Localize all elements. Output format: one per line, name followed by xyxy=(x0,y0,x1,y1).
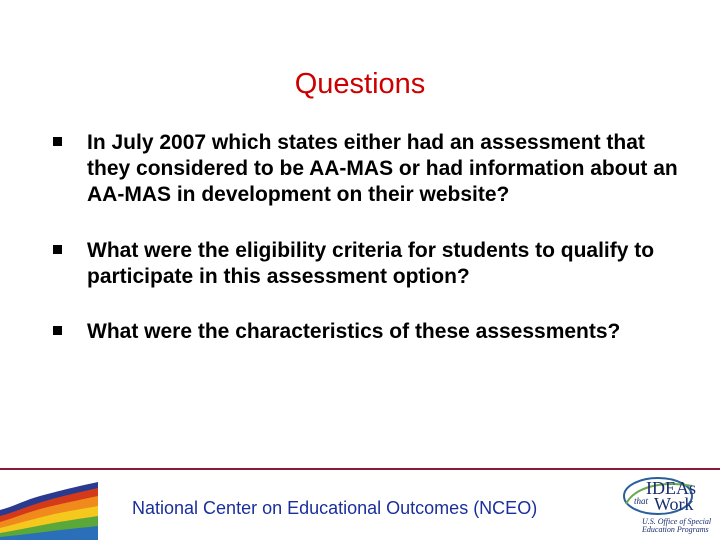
bullet-list xyxy=(52,130,692,345)
bullet-text: What were the eligibility criteria for students to qualify to participate in this assessment option? xyxy=(87,239,655,288)
logo-that-text: that xyxy=(634,496,649,506)
footer-divider xyxy=(0,468,720,470)
bullet-text: What were the characteristics of these assessments? xyxy=(87,320,621,343)
logo-office-line2: Education Programs xyxy=(642,525,709,534)
footer-organization: National Center on Educational Outcomes (NCEO) xyxy=(132,498,538,518)
bullet-item xyxy=(52,238,692,290)
bullet-item xyxy=(52,130,692,208)
ideas-that-work-logo xyxy=(612,474,720,540)
slide-title: Questions xyxy=(294,68,426,100)
logo-office-line1: U.S. Office of Special xyxy=(642,517,712,526)
square-bullet-icon xyxy=(53,326,62,335)
bullet-text: In July 2007 which states either had an assessment that they considered to be AA-MAS or had information about an AA-MAS in development on their website? xyxy=(87,131,678,206)
bullet-item xyxy=(52,319,692,345)
logo-work-text: Work xyxy=(654,494,694,514)
square-bullet-icon xyxy=(53,137,62,146)
logo-office-text xyxy=(642,518,720,534)
square-bullet-icon xyxy=(53,245,62,254)
nceo-wave-graphic-icon xyxy=(0,470,98,540)
logo-ideas-text: IDEAs xyxy=(646,478,696,498)
